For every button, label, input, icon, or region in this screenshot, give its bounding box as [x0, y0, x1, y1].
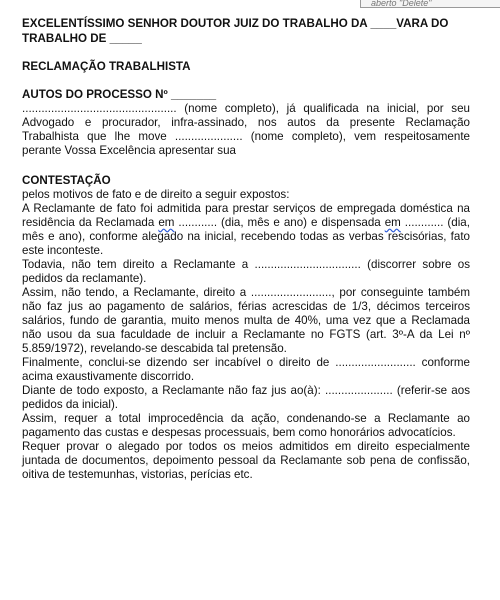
diante-paragraph: Diante de todo exposto, a Reclamante não faz jus ao(à): ..................... (referir-se aos pedidos da inicial).: [22, 384, 470, 411]
request-improcedence-paragraph: Assim, requer a total improcedência da ação, condenando-se a Reclamante ao pagamento das custas e despesas processuais, bem como honorários advocatícios.: [22, 412, 470, 439]
spellcheck-word: em: [384, 216, 401, 229]
contestation-heading: CONTESTAÇÃO: [22, 174, 111, 187]
admission-text-a: A Reclamante de fato foi admitida para prestar serviços de empregada doméstica na residência da Reclamada: [22, 202, 470, 229]
admission-text-c: ............ (dia, mês e ano), conforme alegado na inicial, recebendo todas as verbas rescisórias, fato este inconteste.: [22, 216, 470, 257]
court-heading: [22, 16, 470, 46]
finalmente-paragraph: Finalmente, conclui-se dizendo ser incabível o direito de ......................... conforme acima exaustivamente discorrido.: [22, 356, 470, 383]
intro-paragraph: ................................................ (nome completo), já qualificada na inicial, por seu Advogado e procurador, infra-assinado, nos autos da presente Reclamação Trabalhista que lhe move ..................... (nome completo), vem respeitosamente perante Vossa Excelência apresentar sua: [22, 102, 470, 157]
request-evidence-paragraph: Requer provar o alegado por todos os meios admitidos em direito especialmente juntada de documentos, depoimento pessoal da Reclamante sob pena de confissão, oitiva de testemunhas, vistorias, perícias etc.: [22, 440, 470, 481]
court-heading-line2: TRABALHO DE _____: [22, 32, 142, 45]
todavia-paragraph: Todavia, não tem direito a Reclamante a ................................. (discorrer sobre os pedidos da reclamante).: [22, 258, 470, 285]
claim-type-heading: RECLAMAÇÃO TRABALHISTA: [22, 60, 191, 73]
court-heading-line1: EXCELENTÍSSIMO SENHOR DOUTOR JUIZ DO TRABALHO DA ____VARA DO: [22, 17, 449, 30]
admission-text-b: ............ (dia, mês e ano) e dispensada: [174, 216, 385, 229]
spellcheck-word: em: [158, 216, 175, 229]
case-number-heading: AUTOS DO PROCESSO Nº _______: [22, 88, 217, 101]
assim-paragraph: Assim, não tendo, a Reclamante, direito a ........................., por conseguinte também não faz jus ao pagamento de salários, férias acrescidas de 1/3, décimos terceiros salários, fundo de garantia, muito menos multa de 40%, uma vez que a Reclamada não usou da sua faculdade de incluir a Reclamante no FGTS (art. 3º-A da Lei nº 5.859/1972), revelando-se descabida tal pretensão.: [22, 286, 470, 355]
admission-paragraph: [22, 202, 470, 258]
document-body: [22, 16, 470, 482]
motives-paragraph: pelos motivos de fato e de direito a seguir expostos:: [22, 188, 290, 201]
comment-note: aberto "Delete": [360, 0, 500, 8]
